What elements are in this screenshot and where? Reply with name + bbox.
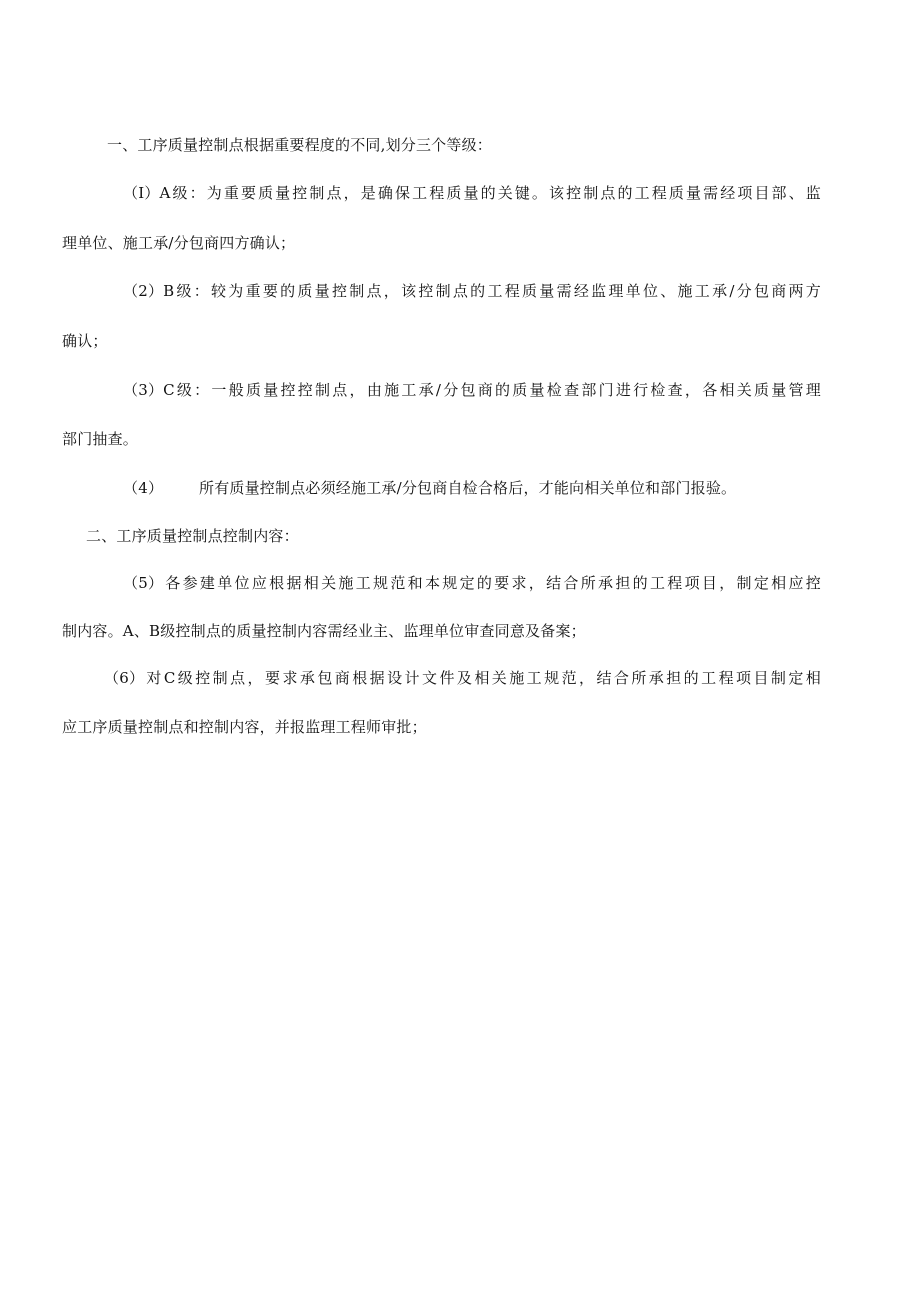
item-2-line-1 (123, 281, 821, 301)
item-1-line-2: 理单位、施工承/分包商四方确认； (62, 234, 296, 252)
item-5-text: 各参建单位应根据相关施工规范和本规定的要求，结合所承担的工程项目，制定相应控 (163, 574, 821, 592)
heading-control-content: 二、工序质量控制点控制内容： (86, 527, 299, 545)
item-3-line-2: 部门抽查。 (62, 430, 139, 448)
heading-quality-levels: 一、工序质量控制点根据重要程度的不同,划分三个等级： (107, 136, 492, 154)
item-1-text: A级：为重要质量控制点，是确保工程质量的关键。该控制点的工程质量需经项目部、监 (159, 184, 821, 202)
item-3-number: （3） (123, 381, 164, 399)
item-3-line-1 (123, 380, 821, 400)
item-4-number: （4） (123, 479, 164, 497)
item-6-line-1 (104, 668, 821, 688)
item-2-text: B级：较为重要的质量控制点，该控制点的工程质量需经监理单位、施工承/分包商两方 (163, 282, 821, 300)
item-6-number: （6） (104, 669, 145, 687)
item-4-line-1 (123, 478, 736, 498)
item-6-line-2: 应工序质量控制点和控制内容，并报监理工程师审批； (62, 718, 427, 736)
item-2-number: （2） (123, 282, 164, 300)
item-5-line-2: 制内容。A、B级控制点的质量控制内容需经业主、监理单位审查同意及备案； (62, 622, 586, 640)
item-2-line-2: 确认； (62, 332, 108, 350)
item-5-line-1 (123, 573, 821, 593)
item-5-number: （5） (123, 574, 164, 592)
item-4-text: 所有质量控制点必须经施工承/分包商自检合格后，才能向相关单位和部门报验。 (199, 479, 737, 497)
item-3-text: C级：一般质量控控制点，由施工承/分包商的质量检查部门进行检查，各相关质量管理 (163, 381, 821, 399)
item-1-number: （I） (123, 184, 160, 202)
item-1-line-1 (123, 183, 821, 203)
item-6-text: 对C级控制点，要求承包商根据设计文件及相关施工规范，结合所承担的工程项目制定相 (144, 669, 821, 687)
